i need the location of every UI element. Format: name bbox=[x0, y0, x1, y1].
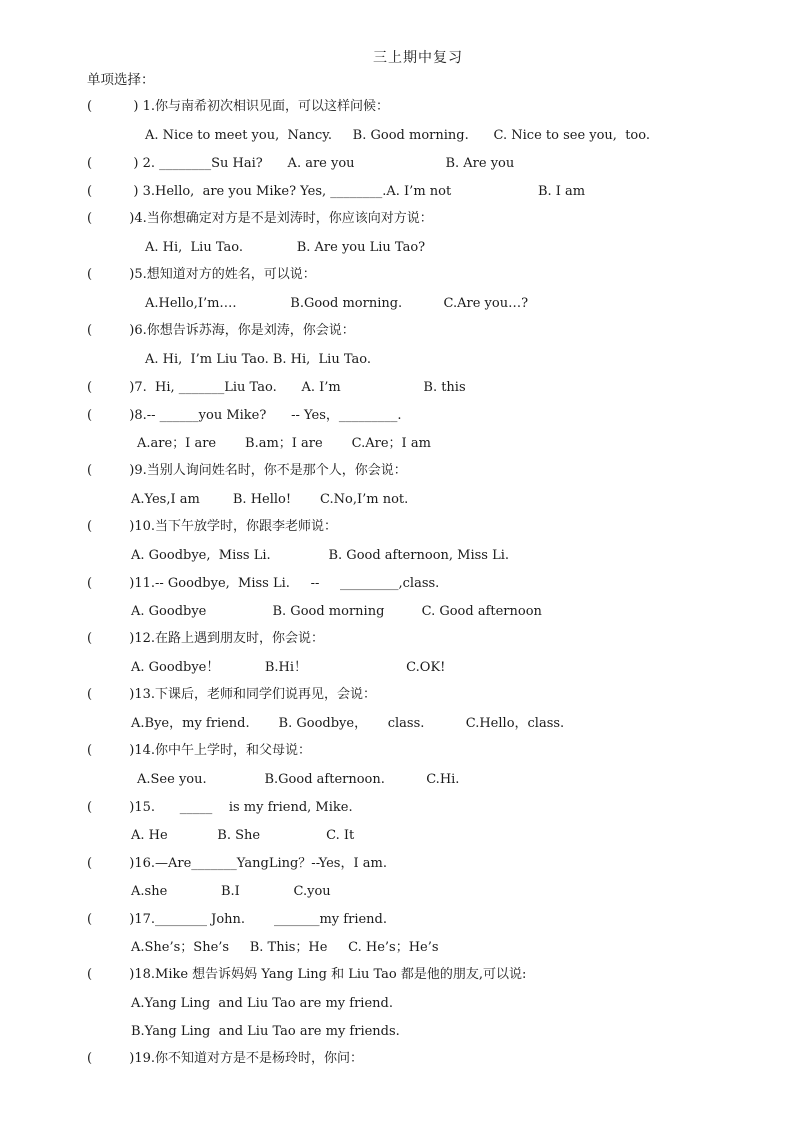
question-line: ( ) 2. ________Su Hai? A. are you B. Are you bbox=[87, 156, 515, 171]
question-line: ( )11.-- Goodbye, Miss Li. -- _________,class. bbox=[87, 576, 440, 591]
option-line: A. Nice to meet you, Nancy. B. Good morning. C. Nice to see you, too. bbox=[145, 128, 650, 143]
question-line: ( )14.你中午上学时，和父母说： bbox=[87, 743, 312, 758]
option-line: A.Yes,I am B. Hello! C.No,I’m not. bbox=[131, 492, 409, 507]
option-line: A. Goodbye, Miss Li. B. Good afternoon, Miss Li. bbox=[131, 548, 510, 563]
question-line: ( )7. Hi, _______Liu Tao. A. I’m B. this bbox=[87, 380, 466, 395]
question-line: ( )17.________ John. _______my friend. bbox=[87, 912, 387, 927]
question-line: ( )16.—Are_______YangLing？--Yes，I am. bbox=[87, 856, 387, 871]
option-line: B.Yang Ling and Liu Tao are my friends. bbox=[131, 1024, 400, 1039]
option-line: A. Hi, I’m Liu Tao. B. Hi, Liu Tao. bbox=[145, 352, 371, 367]
question-line: ( )12.在路上遇到朋友时，你会说： bbox=[87, 631, 325, 646]
option-line: A. Hi, Liu Tao. B. Are you Liu Tao? bbox=[145, 240, 426, 255]
question-line: ( )9.当别人询问姓名时，你不是那个人，你会说： bbox=[87, 463, 407, 478]
option-line: A.Hello,I’m…. B.Good morning. C.Are you…? bbox=[145, 296, 529, 311]
question-line: ( )18.Mike 想告诉妈妈 Yang Ling 和 Liu Tao 都是他的朋友,可以说: bbox=[87, 967, 527, 982]
question-line: ( ) 1.你与南希初次相识见面，可以这样问候： bbox=[87, 99, 390, 114]
question-line: ( )13.下课后，老师和同学们说再见，会说： bbox=[87, 687, 377, 702]
option-line: A. Goodbye B. Good morning C. Good afternoon bbox=[131, 604, 542, 619]
option-line: A.She’s；She’s B. This；He C. He’s；He’s bbox=[131, 940, 439, 955]
option-line: A.Bye，my friend. B. Goodbye， class. C.Hello，class. bbox=[131, 716, 565, 731]
question-line: ( )15. _____ is my friend, Mike. bbox=[87, 800, 353, 815]
question-line: ( )6.你想告诉苏海，你是刘涛，你会说： bbox=[87, 323, 355, 338]
section-heading: 单项选择： bbox=[87, 72, 155, 88]
question-line: ( )19.你不知道对方是不是杨玲时，你问： bbox=[87, 1051, 364, 1066]
option-line: A.are；I are B.am；I are C.Are；I am bbox=[137, 436, 431, 451]
question-line: ( )5.想知道对方的姓名，可以说： bbox=[87, 267, 316, 282]
page-title: 三上期中复习 bbox=[373, 50, 463, 66]
question-line: ( )10.当下午放学时，你跟李老师说： bbox=[87, 519, 338, 534]
question-line: ( )4.当你想确定对方是不是刘涛时，你应该向对方说： bbox=[87, 211, 433, 226]
option-line: A.she B.I C.you bbox=[131, 884, 331, 899]
option-line: A. Goodbye！ B.Hi！ C.OK! bbox=[131, 660, 446, 675]
question-line: ( ) 3.Hello, are you Mike? Yes, ________.A. I’m not B. I am bbox=[87, 184, 586, 199]
option-line: A.Yang Ling and Liu Tao are my friend. bbox=[131, 996, 393, 1011]
option-line: A. He B. She C. It bbox=[131, 828, 355, 843]
option-line: A.See you. B.Good afternoon. C.Hi. bbox=[137, 772, 460, 787]
question-line: ( )8.-- ______you Mike? -- Yes，_________. bbox=[87, 408, 402, 423]
